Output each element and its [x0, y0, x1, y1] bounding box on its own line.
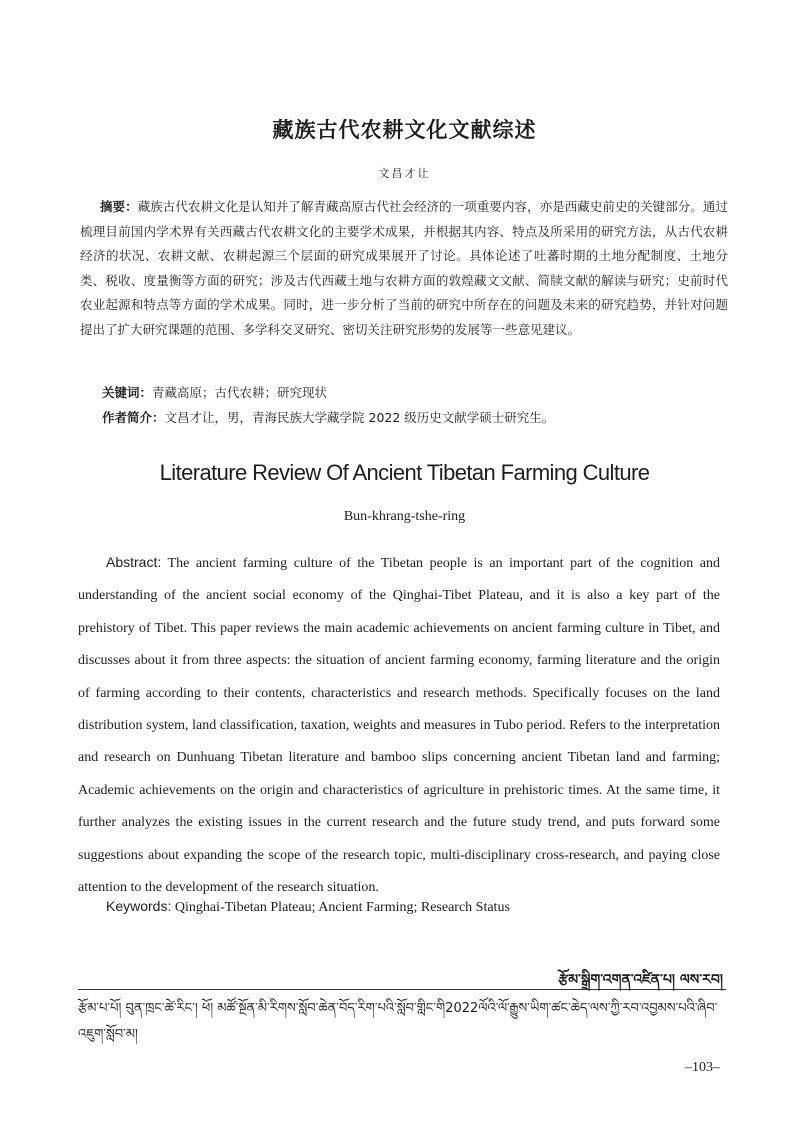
chinese-author-bio	[80, 406, 750, 431]
chinese-keywords-text: 青藏高原；古代农耕；研究现状	[152, 385, 328, 400]
chinese-abstract	[80, 195, 728, 342]
chinese-abstract-text: 藏族古代农耕文化是认知并了解青藏高原古代社会经济的一项重要内容，亦是西藏史前史的关键部分。通过梳理目前国内学术界有关西藏古代农耕文化的主要学术成果，并根据其内容、特点及所采用的研究方法，从古代农耕经济的状况、农耕文献、农耕起源三个层面的研究成果展开了讨论。具体论述了吐蕃时期的土地分配制度、土地分类、税收、度量衡等方面的研究；涉及古代西藏土地与农耕方面的敦煌藏文文献、简牍文献的解读与研究；史前时代农业起源和特点等方面的学术成果。同时，进一步分析了当前的研究中所存在的问题及未来的研究趋势，并针对问题提出了扩大研究课题的范围、多学科交叉研究、密切关注研究形势的发展等一些意见建议。	[80, 199, 728, 337]
english-keywords-text: Qinghai-Tibetan Plateau; Ancient Farming; Research Status	[171, 900, 510, 915]
chinese-bio-label: 作者简介：	[102, 410, 165, 425]
english-keywords	[106, 898, 726, 916]
page-number: –103–	[685, 1060, 720, 1075]
english-abstract	[78, 546, 720, 904]
english-title: Literature Review Of Ancient Tibetan Farming Culture	[159, 460, 650, 485]
chinese-keywords	[80, 381, 750, 406]
footnote-divider	[78, 989, 726, 990]
english-keywords-label: Keywords:	[106, 898, 172, 914]
english-abstract-label: Abstract:	[106, 554, 162, 570]
chinese-bio-text: 文昌才让，男，青海民族大学藏学院 2022 级历史文献学硕士研究生。	[164, 410, 555, 425]
chinese-keywords-label: 关键词：	[102, 385, 153, 400]
chinese-title: 藏族古代农耕文化文献综述	[272, 117, 537, 142]
tibetan-editor-line: རྩོམ་སྒྲིག་འགན་འཛིན་པ། ལས་རབ།	[558, 972, 723, 988]
tibetan-footnote: རྩོམ་པ་པོ། བུན་ཁྲང་ཚེ་རིང་། ཕོ། མཚོ་སྔོན་མི་རིགས་སློབ་ཆེན་བོད་རིག་པའི་སློབ་གླིང་གི2022ལོའི་ལོ་རྒྱུས་ཡིག་ཚང་ཆེད་ལས་ཀྱི་རབ་འབྱམས་པའི་ཞིབ་འཇུག་སློབ་མ།	[78, 1001, 718, 1042]
english-abstract-text: The ancient farming culture of the Tibetan people is an important part of the cognition and understanding of the ancient social economy of the Qinghai-Tibet Plateau, and it is also a key part of the prehistory of Tibet. This paper reviews the main academic achievements on ancient farming culture in Tibet, and discusses about it from three aspects: the situation of ancient farming economy, farming literature and the origin of farming according to their contents, characteristics and research methods. Specifically focuses on the land distribution system, land classification, taxation, weights and measures in Tubo period. Refers to the interpretation and research on Dunhuang Tibetan literature and bamboo slips concerning ancient Tibetan land and farming; Academic achievements on the origin and characteristics of agriculture in prehistoric times. At the same time, it further analyzes the existing issues in the current research and the future study trend, and puts forward some suggestions about expanding the scope of the research topic, multi-disciplinary cross-research, and paying close attention to the development of the research situation.	[78, 556, 720, 896]
english-author: Bun-khrang-tshe-ring	[343, 509, 466, 524]
chinese-author: 文昌才让	[378, 167, 431, 180]
chinese-abstract-label: 摘要：	[100, 199, 138, 214]
